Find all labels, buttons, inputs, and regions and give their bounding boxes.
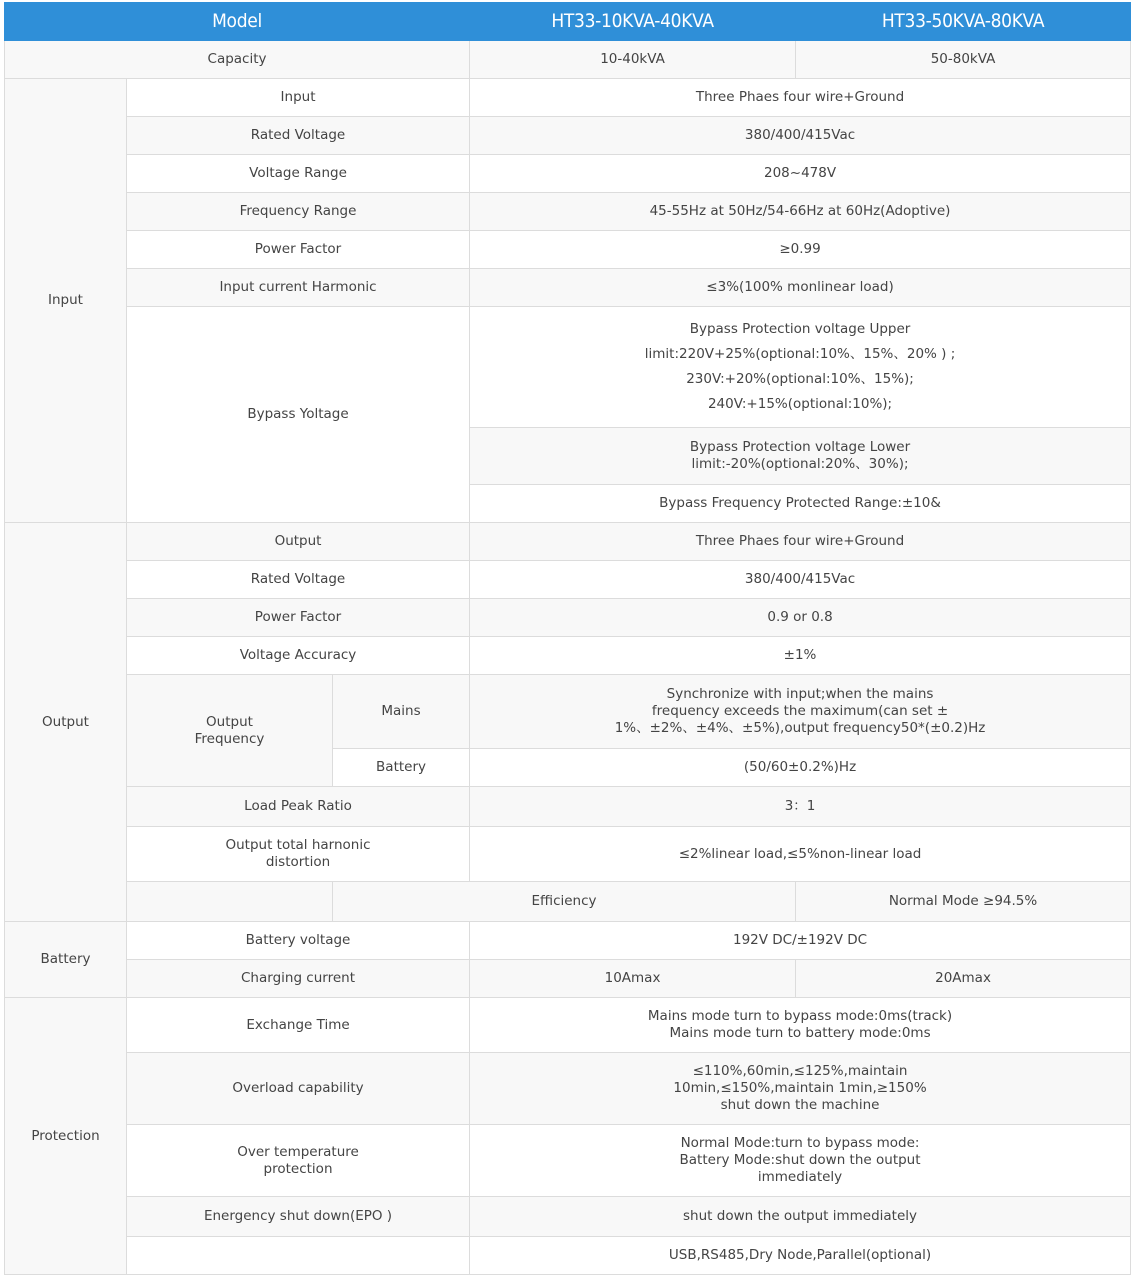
overload-label: Overload capability	[127, 1053, 470, 1125]
input-row-3	[5, 193, 1131, 231]
output-row-3	[5, 637, 1131, 675]
charging-current-b: 20Amax	[796, 960, 1131, 998]
overload-line: shut down the machine	[720, 1097, 880, 1113]
input-row-label: Voltage Range	[127, 155, 470, 193]
interface-value: USB,RS485,Dry Node,Parallel(optional)	[470, 1237, 1131, 1275]
load-peak-label: Load Peak Ratio	[127, 787, 470, 827]
bypass-upper-row	[5, 307, 1131, 428]
efficiency-value: Normal Mode ≥94.5%	[796, 882, 1131, 922]
input-row-value: 208~478V	[470, 155, 1131, 193]
input-row-2	[5, 155, 1131, 193]
capacity-label: Capacity	[5, 41, 470, 79]
input-row-4	[5, 231, 1131, 269]
header-row	[5, 3, 1131, 41]
bypass-lower-line: limit:-20%(optional:20%、30%);	[691, 456, 909, 472]
bypass-upper-value	[470, 307, 1131, 428]
mains-line: 1%、±2%、±4%、±5%),output frequency50*(±0.2)Hz	[614, 720, 986, 736]
output-row-2	[5, 599, 1131, 637]
bypass-voltage-label: Bypass Yoltage	[127, 307, 470, 523]
overtemp-line: immediately	[757, 1169, 843, 1185]
overtemp-value	[470, 1125, 1131, 1197]
input-row-1	[5, 117, 1131, 155]
output-frequency-mains-value	[470, 675, 1131, 749]
exchange-time-row	[5, 998, 1131, 1053]
output-frequency-label	[127, 675, 333, 787]
bypass-upper-line: 230V:+20%(optional:10%、15%);	[686, 371, 914, 387]
epo-row	[5, 1197, 1131, 1237]
overload-line: ≤110%,60min,≤125%,maintain	[692, 1063, 908, 1079]
header-model-b: HT33-50KVA-80KVA	[796, 3, 1131, 41]
thd-label-line: distortion	[265, 854, 331, 870]
load-peak-value: 3：1	[470, 787, 1131, 827]
output-row-label: Voltage Accuracy	[127, 637, 470, 675]
header-model-a: HT33-10KVA-40KVA	[470, 3, 796, 41]
input-row-5	[5, 269, 1131, 307]
output-row-value: 380/400/415Vac	[470, 561, 1131, 599]
capacity-value-b: 50-80kVA	[796, 41, 1131, 79]
output-frequency-mains-label: Mains	[333, 675, 470, 749]
output-row-label: Power Factor	[127, 599, 470, 637]
output-frequency-battery-value: (50/60±0.2%)Hz	[470, 749, 1131, 787]
overtemp-row	[5, 1125, 1131, 1197]
input-row-value: Three Phaes four wire+Ground	[470, 79, 1131, 117]
thd-value: ≤2%linear load,≤5%non-linear load	[470, 827, 1131, 882]
input-row-value: 380/400/415Vac	[470, 117, 1131, 155]
epo-label: Energency shut down(EPO )	[127, 1197, 470, 1237]
exchange-line: Mains mode turn to bypass mode:0ms(track)	[647, 1008, 953, 1024]
output-row-1	[5, 561, 1131, 599]
battery-voltage-value: 192V DC/±192V DC	[470, 922, 1131, 960]
interface-label	[127, 1237, 470, 1275]
output-group-label: Output	[5, 523, 127, 922]
output-row-label: Rated Voltage	[127, 561, 470, 599]
input-row-label: Input current Harmonic	[127, 269, 470, 307]
overtemp-label-line: protection	[263, 1160, 333, 1177]
overtemp-label-line: Over temperature	[237, 1143, 359, 1160]
efficiency-group-label	[127, 882, 333, 922]
output-row-0	[5, 523, 1131, 561]
battery-voltage-row	[5, 922, 1131, 960]
overload-line: 10min,≤150%,maintain 1min,≥150%	[673, 1080, 927, 1096]
mains-line: Synchronize with input;when the mains	[666, 686, 934, 702]
bypass-upper-line: 240V:+15%(optional:10%);	[707, 396, 893, 412]
bypass-lower-line: Bypass Protection voltage Lower	[689, 439, 911, 455]
exchange-time-label: Exchange Time	[127, 998, 470, 1053]
protection-group-label: Protection	[5, 998, 127, 1275]
output-row-value: ±1%	[470, 637, 1131, 675]
overload-row	[5, 1053, 1131, 1125]
efficiency-row	[5, 882, 1131, 922]
thd-row	[5, 827, 1131, 882]
interface-row	[5, 1237, 1131, 1275]
output-row-value: Three Phaes four wire+Ground	[470, 523, 1131, 561]
load-peak-row	[5, 787, 1131, 827]
overload-value	[470, 1053, 1131, 1125]
input-row-label: Input	[127, 79, 470, 117]
charging-current-a: 10Amax	[470, 960, 796, 998]
output-row-value: 0.9 or 0.8	[470, 599, 1131, 637]
thd-label-line: Output total harnonic	[225, 837, 371, 853]
efficiency-label: Efficiency	[333, 882, 796, 922]
capacity-row	[5, 41, 1131, 79]
epo-value: shut down the output immediately	[470, 1197, 1131, 1237]
header-model-label: Model	[5, 3, 470, 41]
battery-group-label: Battery	[5, 922, 127, 998]
output-row-label: Output	[127, 523, 470, 561]
battery-voltage-label: Battery voltage	[127, 922, 470, 960]
overtemp-line: Normal Mode:turn to bypass mode:	[680, 1135, 920, 1151]
capacity-value-a: 10-40kVA	[470, 41, 796, 79]
thd-label	[127, 827, 470, 882]
exchange-line: Mains mode turn to battery mode:0ms	[669, 1025, 931, 1041]
input-group-label: Input	[5, 79, 127, 523]
mains-line: frequency exceeds the maximum(can set ±	[651, 703, 949, 719]
overtemp-line: Battery Mode:shut down the output	[679, 1152, 921, 1168]
output-frequency-label-line: Frequency	[194, 730, 265, 747]
input-row-value: ≥0.99	[470, 231, 1131, 269]
output-frequency-battery-label: Battery	[333, 749, 470, 787]
input-row-value: 45-55Hz at 50Hz/54-66Hz at 60Hz(Adoptive)	[470, 193, 1131, 231]
output-frequency-label-line: Output	[206, 713, 253, 730]
bypass-lower-value	[470, 428, 1131, 485]
spec-table	[4, 2, 1131, 1275]
bypass-frequency-value: Bypass Frequency Protected Range:±10&	[470, 485, 1131, 523]
charging-current-row	[5, 960, 1131, 998]
bypass-upper-line: Bypass Protection voltage Upper	[689, 321, 911, 337]
input-row-0	[5, 79, 1131, 117]
input-row-label: Frequency Range	[127, 193, 470, 231]
input-row-value: ≤3%(100% monlinear load)	[470, 269, 1131, 307]
input-row-label: Rated Voltage	[127, 117, 470, 155]
exchange-time-value	[470, 998, 1131, 1053]
overtemp-label	[127, 1125, 470, 1197]
bypass-upper-line: limit:220V+25%(optional:10%、15%、20% ) ;	[644, 346, 956, 362]
output-frequency-mains-row	[5, 675, 1131, 749]
input-row-label: Power Factor	[127, 231, 470, 269]
charging-current-label: Charging current	[127, 960, 470, 998]
